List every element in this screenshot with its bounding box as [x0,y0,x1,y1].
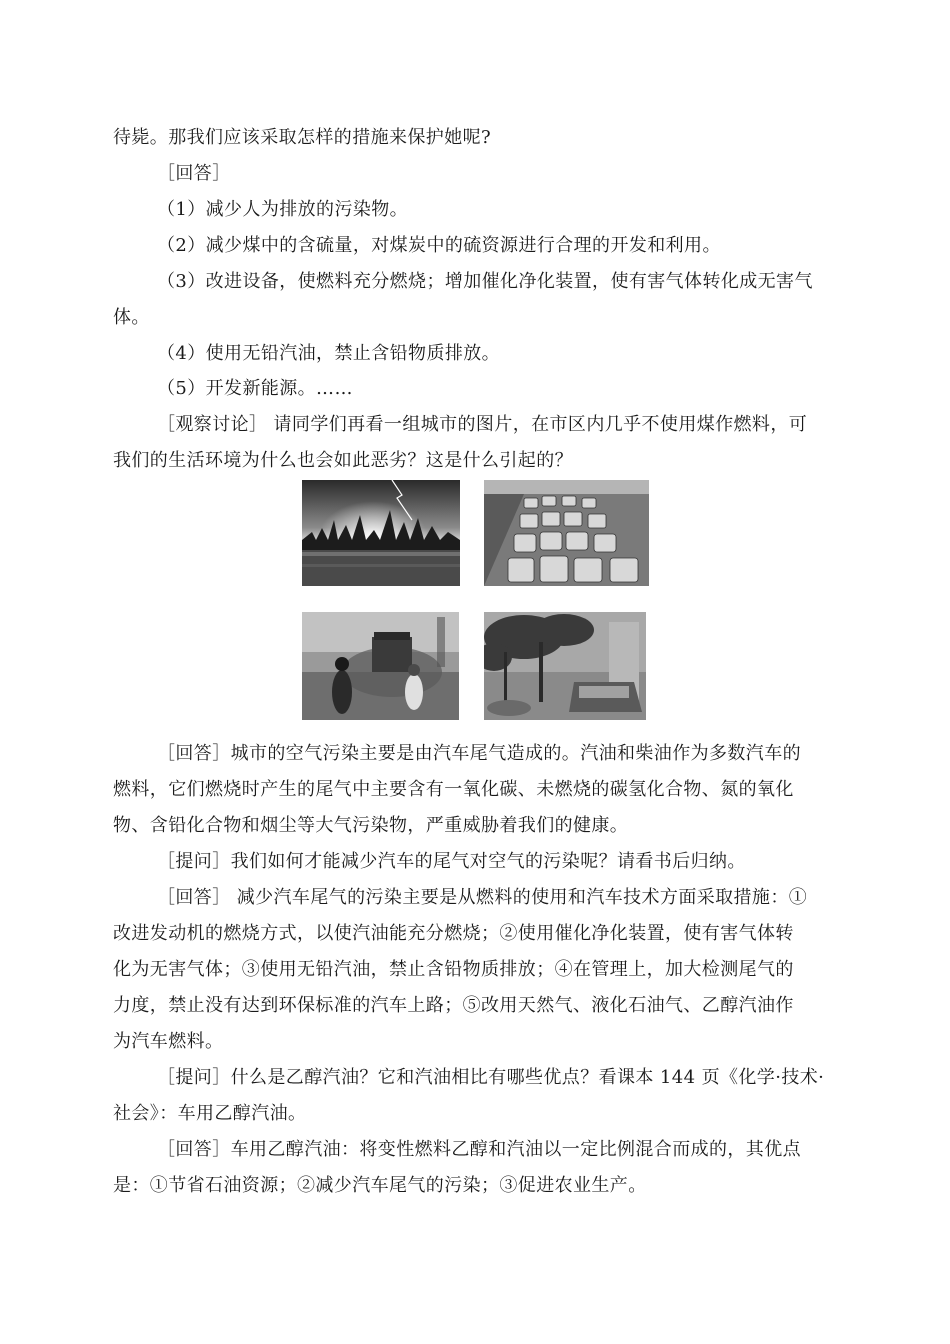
text-line: 燃料，它们燃烧时产生的尾气中主要含有一氧化碳、未燃烧的碳氢化合物、氮的氧化 [113,779,794,800]
text-line: ［提问］我们如何才能减少汽车的尾气对空气的污染呢？请看书后归纳。 [157,851,746,872]
text-line: 我们的生活环境为什么也会如此恶劣？这是什么引起的？ [113,450,573,471]
text-line: （1）减少人为排放的污染物。 [157,199,409,220]
text-line: ［提问］什么是乙醇汽油？它和汽油相比有哪些优点？看课本 144 页《化学·技术· [157,1067,825,1088]
traffic-jam-photo [484,480,649,586]
text-line: ［回答］车用乙醇汽油：将变性燃料乙醇和汽油以一定比例混合而成的，其优点 [157,1139,801,1160]
text-line: 为汽车燃料。 [113,1031,224,1052]
motorcycle-exhaust-photo [302,612,459,720]
city-skyline-photo [302,480,460,586]
smoggy-street-photo [484,612,646,720]
text-line: 是：①节省石油资源；②减少汽车尾气的污染；③促进农业生产。 [113,1175,647,1196]
text-line: （5）开发新能源。…… [157,378,353,399]
text-line: 改进发动机的燃烧方式，以使汽油能充分燃烧；②使用催化净化装置，使有害气体转 [113,923,794,944]
text-line: 待毙。那我们应该采取怎样的措施来保护她呢? [113,127,492,148]
text-line: 社会》：车用乙醇汽油。 [113,1103,307,1124]
text-line: ［回答］城市的空气污染主要是由汽车尾气造成的。汽油和柴油作为多数汽车的 [157,743,801,764]
text-line: （3）改进设备，使燃料充分燃烧；增加催化净化装置，使有害气体转化成无害气 [157,271,813,292]
text-line: 化为无害气体；③使用无铅汽油，禁止含铅物质排放；④在管理上，加大检测尾气的 [113,959,794,980]
text-line: ［观察讨论］ 请同学们再看一组城市的图片，在市区内几乎不使用煤作燃料，可 [157,414,808,435]
text-line: （4）使用无铅汽油，禁止含铅物质排放。 [157,343,501,364]
text-line: 力度，禁止没有达到环保标准的汽车上路；⑤改用天然气、液化石油气、乙醇汽油作 [113,995,794,1016]
text-line: ［回答］ 减少汽车尾气的污染主要是从燃料的使用和汽车技术方面采取措施：① [157,887,808,908]
text-line: ［回答］ [157,163,231,184]
text-line: 物、含铅化合物和烟尘等大气污染物，严重威胁着我们的健康。 [113,815,629,836]
text-line: 体。 [113,307,150,328]
text-line: （2）减少煤中的含硫量，对煤炭中的硫资源进行合理的开发和利用。 [157,235,721,256]
